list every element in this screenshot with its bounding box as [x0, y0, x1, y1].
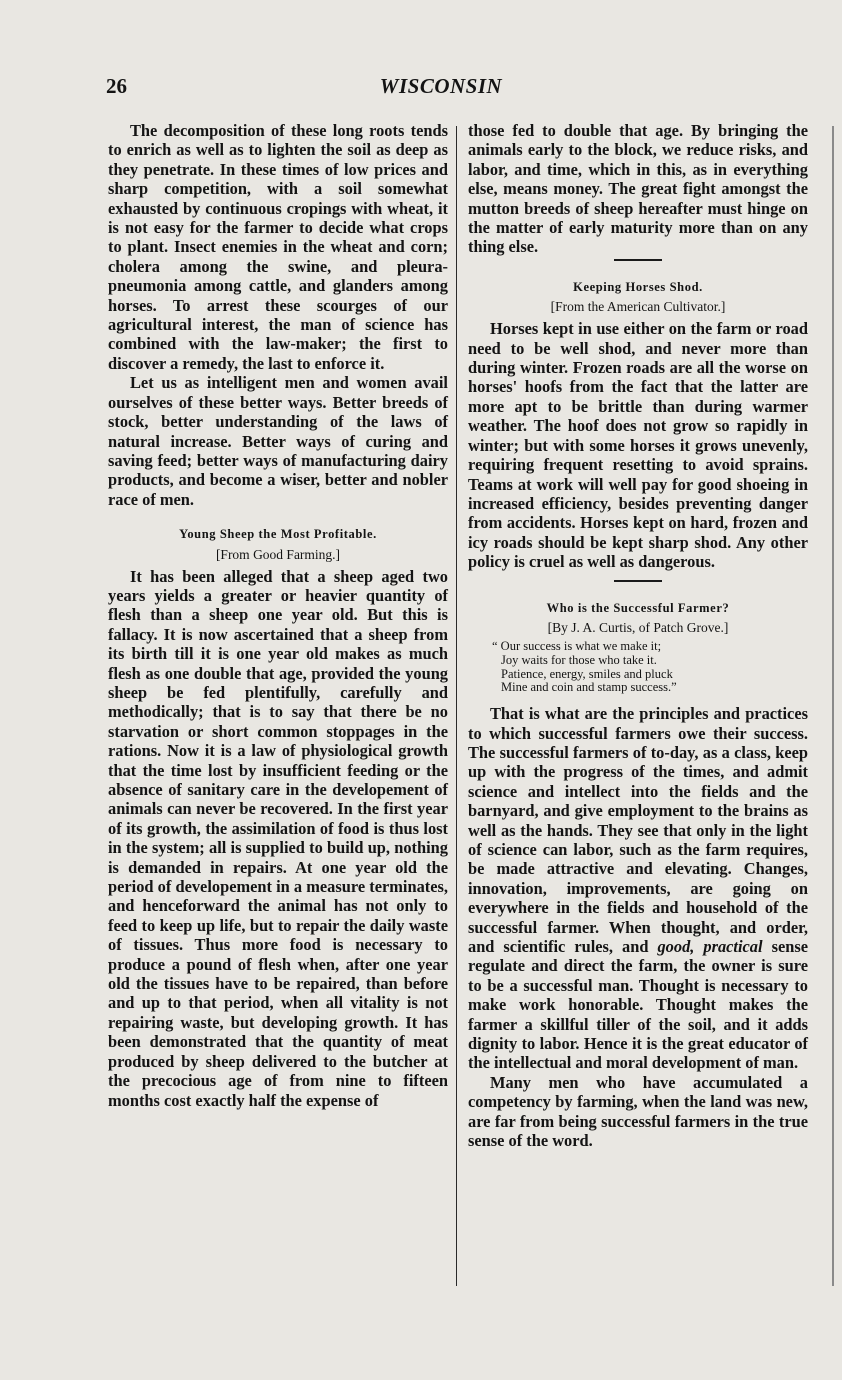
left-column [108, 121, 448, 1110]
verse-line: “ Our success is what we make it; [492, 638, 662, 653]
verse-line: Mine and coin and stamp success.” [501, 680, 677, 695]
verse-line: Patience, energy, smiles and pluck [501, 666, 673, 681]
continued-paragraph: those fed to double that age. By bringing the animals early to the block, we reduce risks, and labor, and time, which in this, as in everything else, means money. The great fight amongst the mutton breeds of sheep hereafter must hinge on the matter of early maturity more than on any thing else. [468, 121, 808, 257]
running-title: WISCONSIN [379, 74, 503, 98]
page-number: 26 [106, 74, 127, 98]
article-title-young-sheep: Young Sheep the Most Profitable. [179, 527, 377, 542]
intro-paragraph-1: The decomposition of these long roots tends to enrich as well as to lighten the soil as deep as they penetrate. In these times of low prices and sharp competition, with a soil somewhat exhausted by continuous cropings with wheat, it is not easy for the farmer to decide what crops to plant. Insect enemies in the wheat and corn; cholera among the swine, and pleura-pneumonia among cattle, and glanders among horses. To arrest these scourges of our agricultural interest, the man of science has combined with the law-maker; the first to discover a remedy, the last to enforce it. [108, 121, 448, 373]
section-rule [614, 259, 662, 261]
article-byline-curtis: [By J. A. Curtis, of Patch Grove.] [547, 619, 729, 635]
italic-phrase: good, practical [657, 937, 763, 956]
section-rule [614, 580, 662, 582]
column-divider [456, 126, 457, 1286]
right-column [468, 121, 808, 1150]
article-body-successful-farmer [468, 704, 808, 1073]
article-title-horses-shod: Keeping Horses Shod. [573, 279, 703, 294]
page-edge-shadow [832, 126, 834, 1286]
article-source-american-cultivator: [From the American Cultivator.] [550, 299, 726, 315]
article-source-good-farming: [From Good Farming.] [215, 546, 341, 562]
article-title-successful-farmer: Who is the Successful Farmer? [546, 600, 730, 615]
body-text: That is what are the principles and practices to which successful farmers owe their success. The successful farmers of to-day, as a class, keep up with the progress of the times, and admit science and intellect into the fields and the barnyard, and give employment to the brains as well as the hands. They see that only in the light of science can labor, such as the farm requires, be made attractive and elevating. Changes, innovation, improvements, are going on everywhere in the fields and household of the successful farmer. When thought, and order, and scientific rules, and [468, 704, 808, 956]
body-text: sense regulate and direct the farm, the owner is sure to be a successful man. Thought is necessary to make work honorable. Thought makes the farmer a skillful tiller of the soil, and it adds dignity to labor. Hence it is the great educator of the intellectual and moral development of man. [468, 937, 808, 1073]
article-body-young-sheep: It has been alleged that a sheep aged two years yields a greater or heavier quantity of flesh than a sheep one year old. But this is fallacy. It is now ascertained that a sheep from its birth till it is one year old makes as much flesh as one double that age, provided the young sheep be fed plentifully, carefully and methodically; that is to say that there be no starvation or short common stoppages in the rations. Now it is a law of physiological growth that the time lost by insufficient feeding or the absence of sanitary care in the developement of animals can never be recovered. In the first year of its growth, the assimilation of food is thus lost in the system; all is supplied to build up, nothing is demanded in repairs. At one year old the period of developement in a measure terminates, and henceforward the animal has not only to feed to keep up life, but to repair the daily waste of tissues. Thus more food is necessary to produce a pound of flesh when, after one year old the tissues have to be repaired, than before and up to that period, when all vitality is not repairing waste, but developing growth. It has been demonstrated that the quantity of meat produced by sheep delivered to the butcher at the precocious age of from nine to fifteen months cost exactly half the expense of [108, 566, 448, 1110]
verse-line: Joy waits for those who take it. [501, 652, 657, 667]
article-body-successful-farmer-2: Many men who have accumulated a competency by farming, when the land was new, are far from being successful farmers in the true sense of the word. [468, 1072, 808, 1151]
intro-paragraph-2: Let us as intelligent men and women avail ourselves of these better ways. Better breeds of stock, better understanding of the laws of natural increase. Better ways of curing and saving feed; better ways of manufacturing dairy products, and become a wiser, better and nobler race of men. [108, 373, 448, 509]
epigraph-verse [492, 640, 808, 695]
article-body-horses-shod: Horses kept in use either on the farm or road need to be well shod, and never more than during winter. Frozen roads are all the worse on horses' hoofs from the fact that the latter are more apt to be brittle than during warmer weather. The hoof does not grow so rapidly in winter; but with some horses it grows unevenly, requiring frequent resetting to avoid sprains. Teams at work will well pay for good shoeing in increased efficiency, besides preventing danger from accidents. Horses kept on hard, frozen and icy roads should be kept sharp shod. Any other policy is cruel as well as dangerous. [468, 319, 808, 572]
